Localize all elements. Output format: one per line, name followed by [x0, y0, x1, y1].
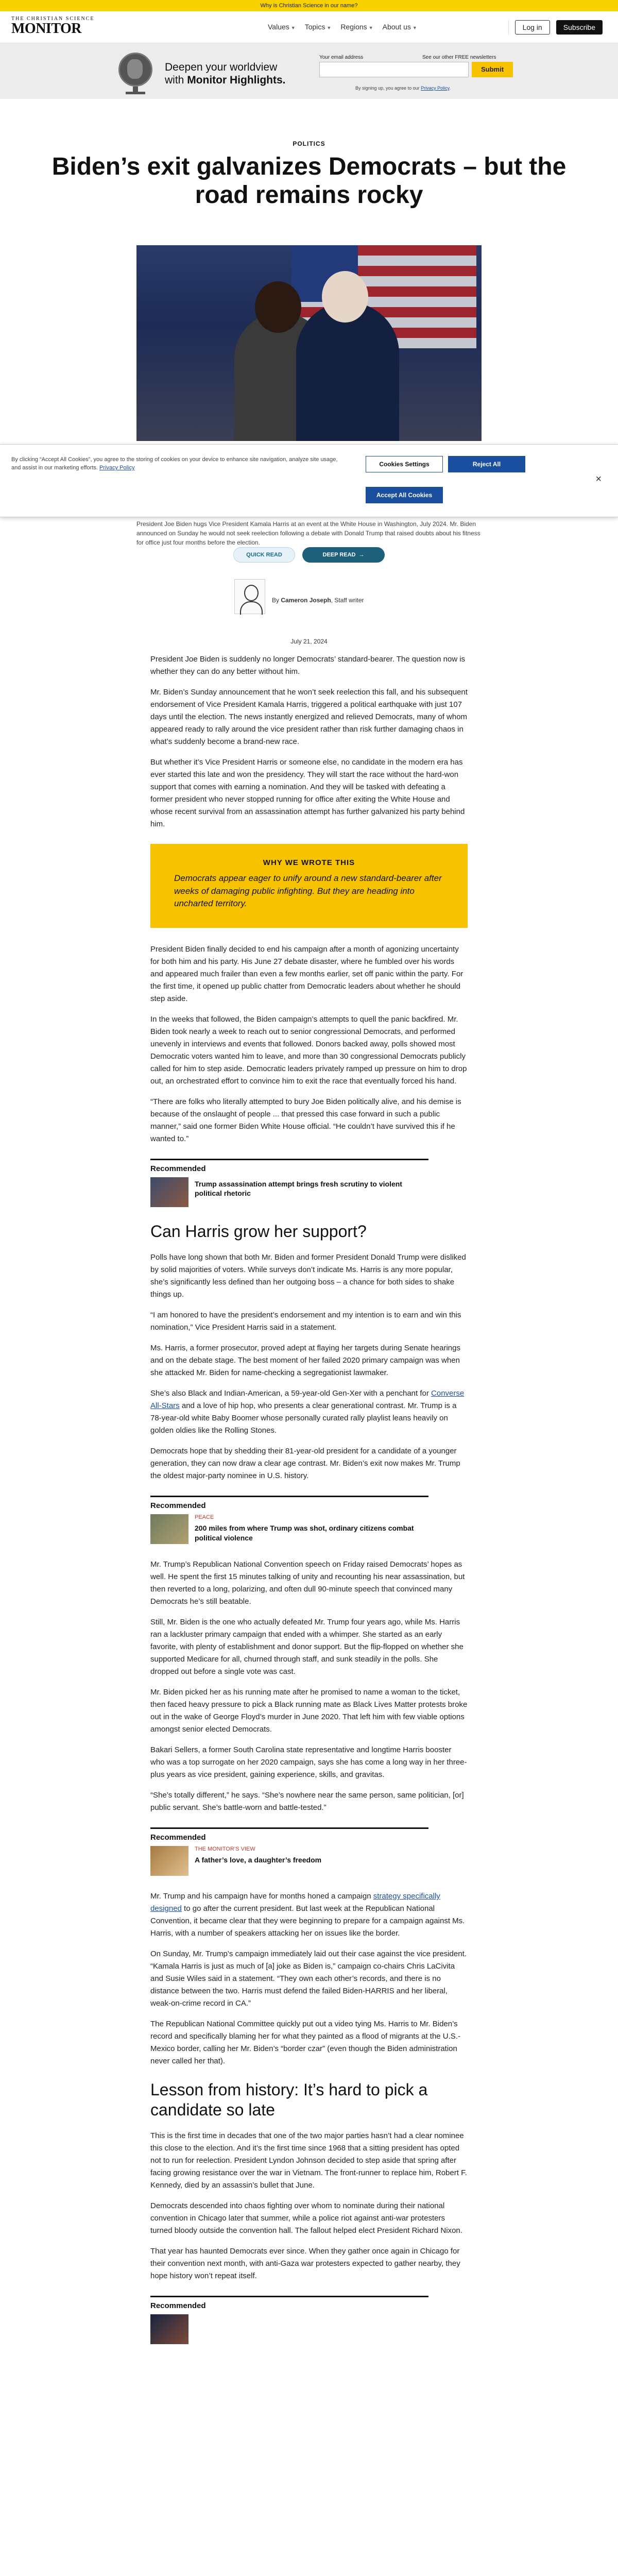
paragraph: Mr. Trump’s Republican National Convention speech on Friday raised Democrats’ hopes as well. He spent the first 15 minutes talking of unity and recounting his near assassination, but then reverted to a long, polarizing, and often dull 90-minute speech that convinced many Democrats he’s still beatable. [150, 1560, 465, 1606]
promo-headline: Deepen your worldview with Monitor Highlights. [165, 61, 286, 87]
paragraph: But whether it’s Vice President Harris or someone else, no candidate in the modern era has ever started this late and won the presidency. They will start the race without the hard-won support that comes with earning a nomination. And they will be tasked with defeating a former president who never stopped running for office after exiting the White House and whose recent survival from an assassination attempt has further galvanized his party behind him. [150, 758, 465, 828]
why-title: WHY WE WROTE THIS [263, 858, 355, 867]
reject-all-button[interactable]: Reject All [448, 456, 525, 472]
paragraph: Bakari Sellers, a former South Carolina state representative and longtime Harris booster who was a top surrogate on her 2020 campaign, says she has come a long way in her three-plus years as vice president, gaining experience, skills, and gravitas. [150, 1745, 467, 1780]
logo-big-text: MONITOR [11, 21, 81, 37]
recommended-label: Recommended [150, 1164, 206, 1173]
logo-small-text: THE CHRISTIAN SCIENCE [11, 16, 95, 22]
converse-link[interactable]: Converse All-Stars [150, 1389, 465, 1411]
accept-all-cookies-button[interactable]: Accept All Cookies [366, 487, 443, 503]
recommended-card[interactable] [150, 1159, 428, 1207]
recommended-card[interactable] [150, 1496, 428, 1544]
recommended-label: Recommended [150, 2301, 206, 2311]
recommended-thumbnail [150, 2314, 188, 2344]
publish-date: July 21, 2024 [290, 638, 328, 645]
author-avatar [234, 579, 265, 614]
article-headline: Biden’s exit galvanizes Democrats – but the road remains rocky [52, 153, 566, 209]
paragraph: Ms. Harris, a former prosecutor, proved adept at flaying her targets during Senate hearings and on the debate stage. The best moment of her failed 2020 primary campaign was when she attacked Mr. Biden for name-checking a segregationist lawmaker. [150, 1344, 460, 1378]
email-label: Your email address [319, 55, 364, 60]
paragraph: That year has haunted Democrats ever since. When they gather once again in Chicago for their convention next month, with anti-Gaza war protesters expected to gather nearby, they hope history won’t repeat itself. [150, 2247, 460, 2281]
paragraph: Democrats hope that by shedding their 81-year-old president for a candidate of a younger generation, they can now draw a clear age contrast. Mr. Biden’s exit now makes Mr. Trump the oldest major-party nominee in U.S. history. [150, 1447, 460, 1481]
site-header [0, 11, 618, 43]
paragraph: In the weeks that followed, the Biden campaign’s attempts to quell the panic backfired. Mr. Biden took nearly a week to reach out to senior congressional Democrats, and performed unevenly in interviews and events that followed. Donors backed away, polls showed most Democratic voters wanted him to leave, and more than 30 congressional Democrats publicly called for him to step aside. Democratic leaders privately ramped up pressure on him to drop out, an orchestrated effort to convince him to exit the race that eventually forced his hand. [150, 1014, 467, 1086]
paragraph: Polls have long shown that both Mr. Biden and former President Donald Trump were disliked by solid majorities of voters. While surveys don’t indicate Ms. Harris is any more popular, she’s significantly less defined than her outgoing boss – a chance for both sides to shake things up. [150, 1253, 466, 1299]
globe-icon [118, 53, 152, 87]
paragraph: Mr. Biden picked her as his running mate after he promised to name a woman to the ticket, then faced heavy pressure to pick a Black running mate as Black Lives Matter protests broke out in the wake of George Floyd’s murder in June 2020. That left him with few viable options amongst senior elected Democrats. [150, 1688, 468, 1734]
header-divider [508, 20, 509, 35]
recommended-kicker: THE MONITOR’S VIEW [195, 1846, 255, 1853]
chevron-down-icon: ▼ [327, 25, 332, 30]
paragraph: President Biden finally decided to end his campaign after a month of agonizing uncertainty for both him and his party. His June 27 debate disaster, where he fumbled over his words and appeared much frailer than even a few months earlier, set off panic within the party. For the first time, it opened up public chatter from Democratic leaders about whether he should step aside. [150, 944, 464, 1003]
paragraph: The Republican National Committee quickly put out a video tying Ms. Harris to Mr. Biden’s record and specifically blaming her for what they painted as a flood of migrants at the U.S.-Mexico border, calling her Mr. Biden’s “border czar” (even though the Biden administration never called her that). [150, 2020, 460, 2066]
recommended-thumbnail [150, 1846, 188, 1876]
recommended-label: Recommended [150, 1501, 206, 1511]
nav-about-us[interactable]: About us ▼ [382, 23, 417, 31]
deep-read-button[interactable]: DEEP READ → [302, 547, 385, 563]
chevron-down-icon: ▼ [290, 25, 296, 30]
close-icon[interactable]: × [595, 473, 602, 485]
christian-science-banner[interactable]: Why is Christian Science in our name? [0, 0, 618, 11]
paragraph: “I am honored to have the president’s endorsement and my intention is to earn and win this nomination,” Vice President Harris said in a statement. [150, 1311, 461, 1332]
why-we-wrote-this-box [150, 844, 468, 928]
nav-values[interactable]: Values ▼ [268, 23, 296, 31]
recommended-card[interactable] [150, 1827, 428, 1876]
chevron-down-icon: ▼ [412, 25, 417, 30]
nav-regions[interactable]: Regions ▼ [340, 23, 373, 31]
paragraph: President Joe Biden is suddenly no longer Democrats’ standard-bearer. The question now is whether they can do any better without him. [150, 655, 466, 676]
cookie-privacy-link[interactable]: Privacy Policy [99, 464, 135, 471]
site-logo[interactable] [11, 16, 94, 36]
article-body [150, 653, 468, 2359]
recommended-card[interactable] [150, 2296, 428, 2344]
paragraph: She’s also Black and Indian-American, a 59-year-old Gen-Xer with a penchant for Converse All-Stars and a love of hip hop, who presents a clear generational contrast. Mr. Trump is a 78-year-old white Baby Boomer whose personally curated rally playlist leans heavily on golden oldies like the Rolling Stones. [150, 1389, 465, 1435]
why-body: Democrats appear eager to unify around a new standard-bearer after weeks of damaging public infighting. But they are heading into uncharted territory. [174, 873, 442, 909]
submit-button[interactable]: Submit [472, 62, 513, 77]
cookie-consent-banner [0, 444, 618, 517]
paragraph: “She’s totally different,” he says. “She’s nowhere near the same person, same politician, [or] public servant. She’s battle-worn and battle-tested.” [150, 1791, 464, 1812]
recommended-kicker: PEACE [195, 1514, 214, 1521]
privacy-policy-link[interactable]: Privacy Policy [421, 86, 450, 91]
main-nav [268, 23, 417, 31]
subscribe-button[interactable]: Subscribe [556, 20, 603, 35]
hero-photo [136, 245, 482, 441]
subheading: Lesson from history: It’s hard to pick a candidate so late [150, 2080, 428, 2119]
paragraph: Still, Mr. Biden is the one who actually defeated Mr. Trump four years ago, while Ms. Harris ran a lackluster primary campaign that ended with a whimper. She started as an early favorite, with plenty of establishment and donor support. But the flip-flopped on whether she supported Medicare for all, churned through staff, and sunk steadily in the polls. She dropped out before a single vote was cast. [150, 1618, 464, 1676]
recommended-thumbnail [150, 1177, 188, 1207]
photo-caption: President Joe Biden hugs Vice President Kamala Harris at an event at the White House in Washington, July 2024. Mr. Biden announced on Sunday he would not seek reelection following a debate with Donald Trump that raised doubts about his fitness for office just four months before the election. [136, 520, 480, 546]
recommended-title[interactable]: Trump assassination attempt brings fresh scrutiny to violent political rhetoric [195, 1179, 402, 1198]
strategy-link[interactable]: strategy specifically designed [150, 1892, 440, 1913]
byline: By Cameron Joseph, Staff writer [272, 597, 364, 604]
nav-topics[interactable]: Topics ▼ [304, 23, 332, 31]
recommended-thumbnail [150, 1514, 188, 1544]
privacy-notice: By signing up, you agree to our Privacy Policy. [355, 86, 451, 91]
other-newsletters-link[interactable]: See our other FREE newsletters [422, 55, 496, 60]
paragraph: “There are folks who literally attempted to bury Joe Biden politically alive, and his demise is because of the onslaught of people ... that pressed this case forward in such a public manner,” said one former Biden White House official. “He couldn’t have survived this if he wanted to.” [150, 1097, 461, 1143]
email-input[interactable] [319, 62, 469, 77]
arrow-right-icon: → [358, 552, 365, 558]
paragraph: This is the first time in decades that one of the two major parties hasn’t had a clear nominee this close to the election. And it’s the first time since 1968 that a sitting president has opted not to run for reelection. President Lyndon Johnson decided to step aside that spring after facing growing resistance over the war in Vietnam. The front-runner to replace him, Robert F. Kennedy, died by an assassin’s bullet that June. [150, 2131, 467, 2190]
cookie-settings-button[interactable]: Cookies Settings [366, 456, 443, 472]
recommended-title[interactable]: A father’s love, a daughter’s freedom [195, 1856, 322, 1865]
read-mode-toggle [0, 547, 618, 563]
paragraph: Democrats descended into chaos fighting over whom to nominate during their national convention in Chicago later that summer, while a police riot against anti-war protesters turned bloody outside the convention hall. The fallout helped elect President Richard Nixon. [150, 2201, 462, 2235]
recommended-title[interactable]: 200 miles from where Trump was shot, ordinary citizens combat political violence [195, 1524, 414, 1542]
paragraph: Mr. Trump and his campaign have for months honed a campaign strategy specifically designed to go after the current president. But last week at the Republican National Convention, it became clear that they were beginning to prepare for a campaign against Ms. Harris, with a number of speakers attacking her on issues like the border. [150, 1892, 465, 1938]
author-name-link[interactable]: Cameron Joseph [281, 597, 331, 604]
section-label[interactable]: POLITICS [293, 140, 325, 147]
subheading: Can Harris grow her support? [150, 1222, 367, 1241]
paragraph: Mr. Biden’s Sunday announcement that he won’t seek reelection this fall, and his subsequent endorsement of Vice President Kamala Harris, triggered a political earthquake with just 107 days until the election. The news instantly energized and relieved Democrats, many of whom appeared ready to rally around the vice president rather than risk further damaging chaos in what’s suddenly become a brand-new race. [150, 688, 468, 746]
cookie-notice-text: By clicking “Accept All Cookies”, you agree to the storing of cookies on your device to enhance site navigation, analyze site usage, and assist in our marketing efforts. Privacy Policy [11, 456, 338, 471]
quick-read-button[interactable]: QUICK READ [233, 547, 295, 563]
login-button[interactable]: Log in [515, 20, 550, 35]
chevron-down-icon: ▼ [368, 25, 373, 30]
recommended-label: Recommended [150, 1833, 206, 1842]
paragraph: On Sunday, Mr. Trump’s campaign immediately laid out their case against the vice president. “Kamala Harris is just as much of [a] joke as Biden is,” campaign co-chairs Chris LaCivita and Susie Wiles said in a statement. “They own each other’s records, and there is no distance between the two. Harris must defend the failed Biden-HARRIS and her liberal, weak-on-crime record in CA.” [150, 1950, 467, 2008]
newsletter-promo [0, 43, 618, 99]
